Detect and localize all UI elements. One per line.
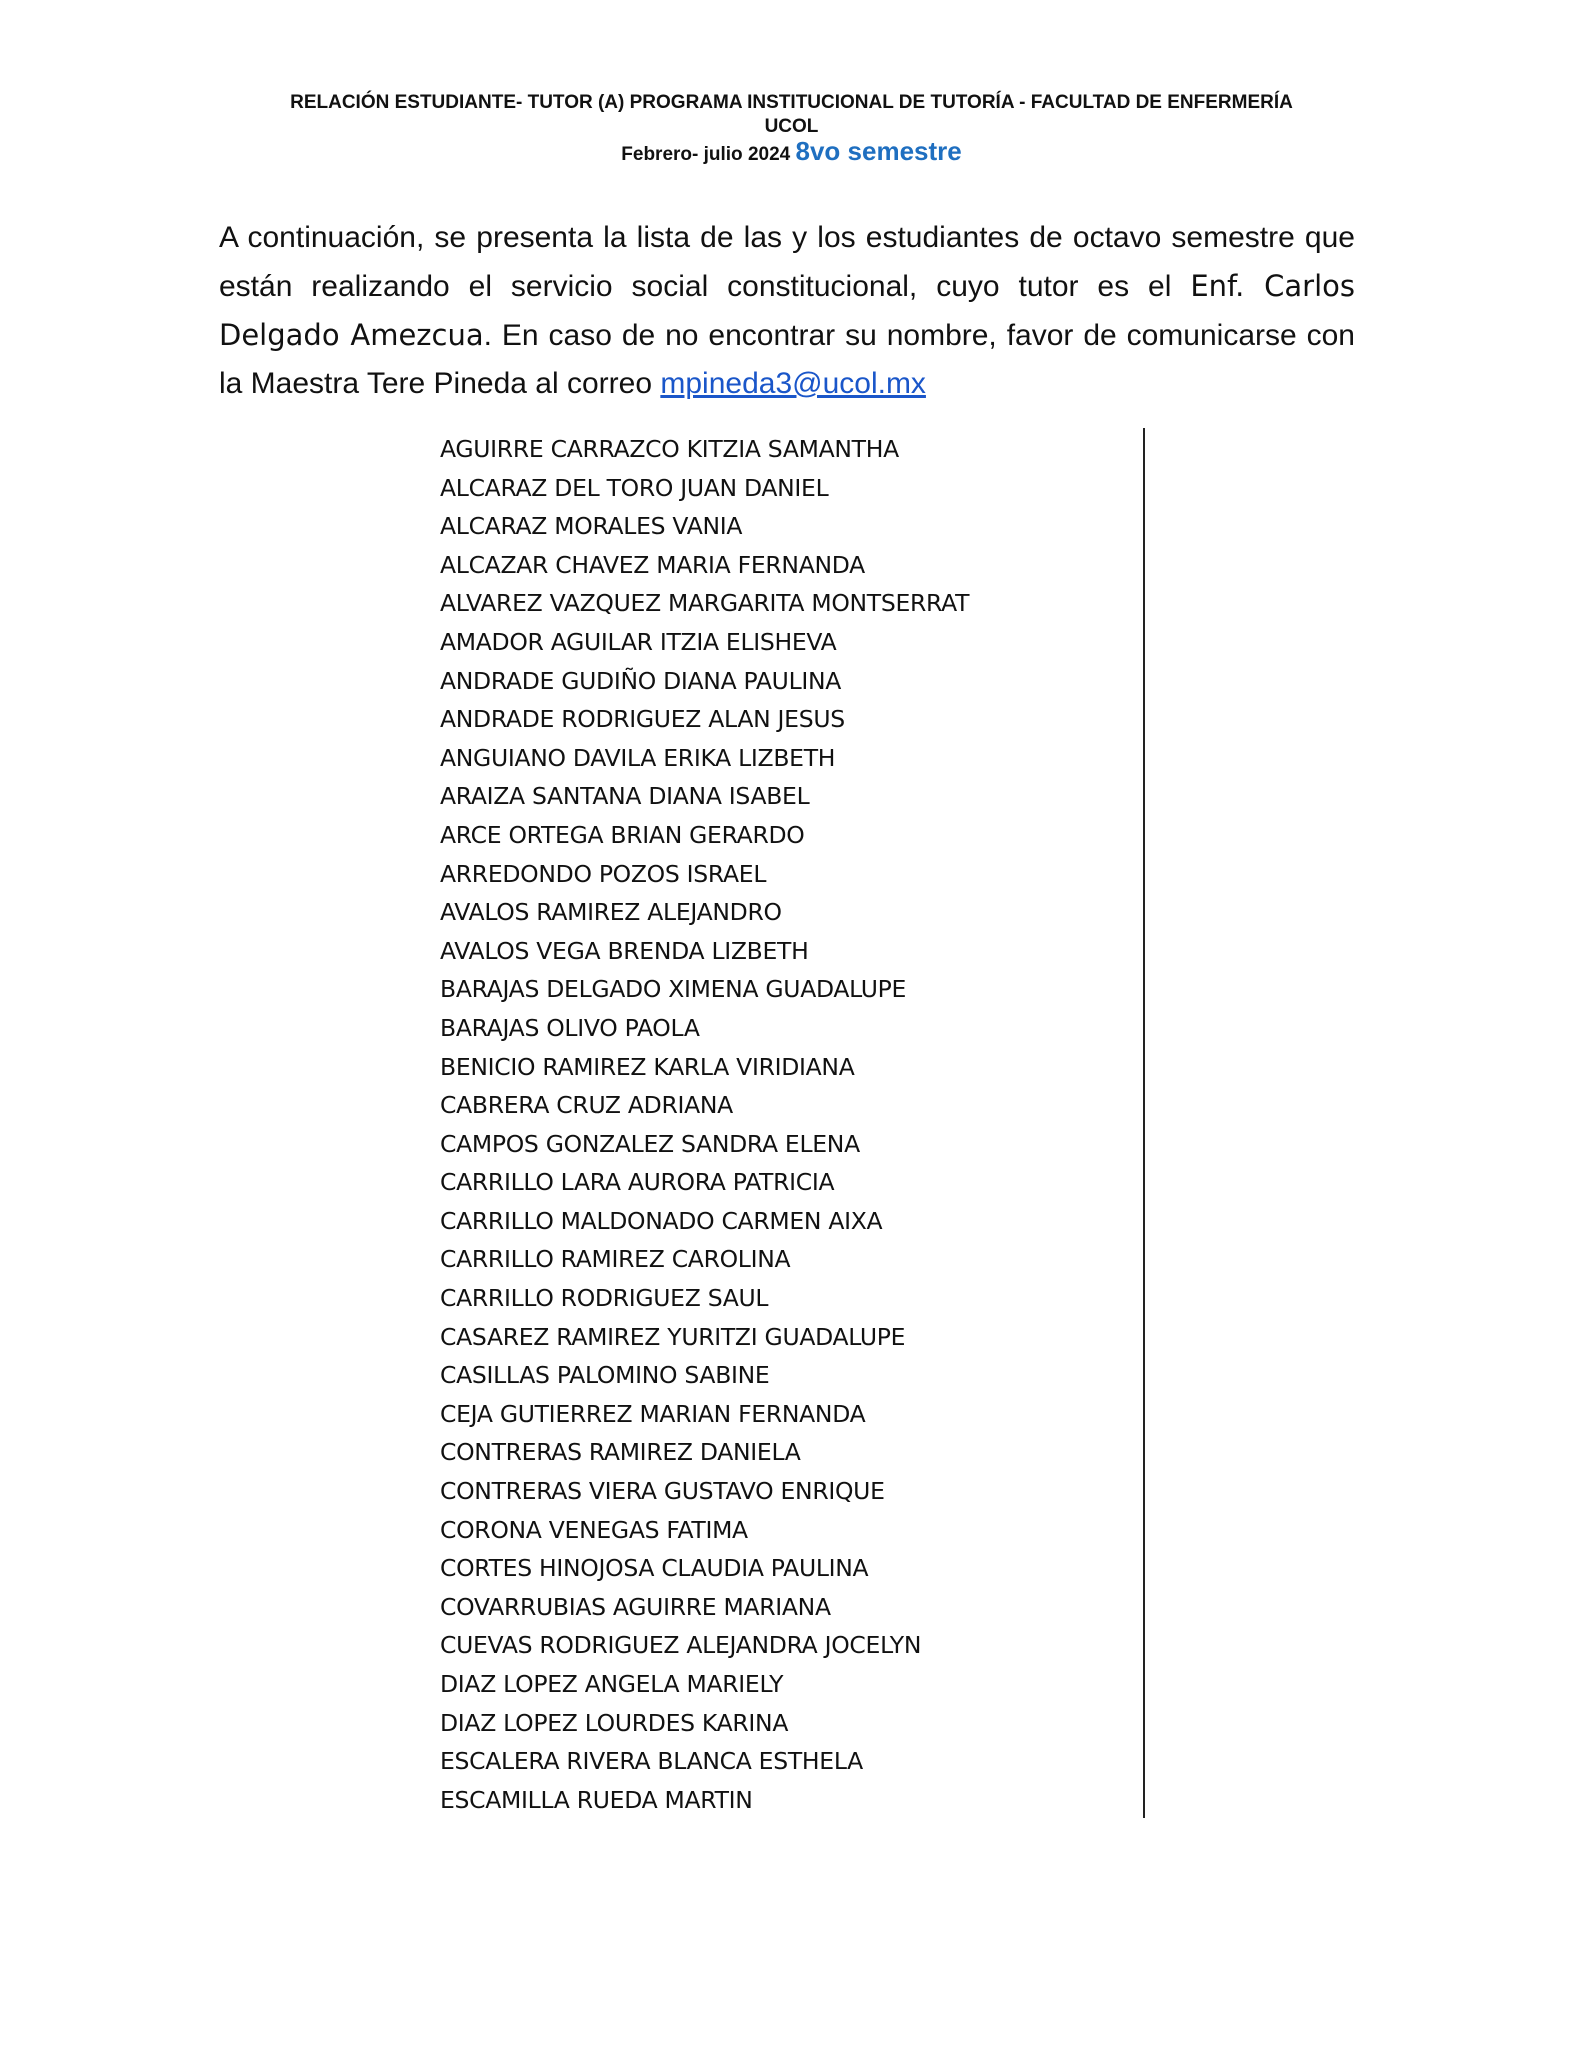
student-name: BARAJAS OLIVO PAOLA [440,1013,700,1042]
student-name: AVALOS RAMIREZ ALEJANDRO [440,898,782,927]
student-name: CASILLAS PALOMINO SABINE [440,1361,770,1390]
student-name: DIAZ LOPEZ LOURDES KARINA [440,1708,789,1737]
student-name: AGUIRRE CARRAZCO KITZIA SAMANTHA [440,435,899,463]
student-name: BENICIO RAMIREZ KARLA VIRIDIANA [440,1052,855,1081]
student-name: ALCAZAR CHAVEZ MARIA FERNANDA [440,550,865,579]
student-name: ALCARAZ DEL TORO JUAN DANIEL [440,473,829,502]
student-name: CAMPOS GONZALEZ SANDRA ELENA [440,1129,860,1158]
student-name: CONTRERAS VIERA GUSTAVO ENRIQUE [440,1477,885,1506]
intro-text-before: A continuación, se presenta la lista de las y los estudiantes de octavo semestre que están realizando el servicio social constitucional, cuyo tutor es el [219,221,1355,303]
header-semester: 8vo semestre [795,136,962,166]
intro-paragraph [219,214,1355,408]
student-name: AMADOR AGUILAR ITZIA ELISHEVA [440,627,837,656]
student-name: ANDRADE RODRIGUEZ ALAN JESUS [440,705,845,734]
table-border-line [1143,428,1145,1818]
student-name: ARAIZA SANTANA DIANA ISABEL [440,782,810,811]
contact-email-link[interactable]: mpineda3@ucol.mx [660,367,926,400]
student-name: CONTRERAS RAMIREZ DANIELA [440,1438,801,1467]
student-name: ALVAREZ VAZQUEZ MARGARITA MONTSERRAT [440,589,970,618]
document-header [0,91,1583,167]
student-name: AVALOS VEGA BRENDA LIZBETH [440,936,809,965]
student-name: CEJA GUTIERREZ MARIAN FERNANDA [440,1399,866,1428]
header-period-line [0,136,1583,167]
student-name: CARRILLO LARA AURORA PATRICIA [440,1168,835,1197]
student-name: DIAZ LOPEZ ANGELA MARIELY [440,1670,784,1698]
student-name: CARRILLO RAMIREZ CAROLINA [440,1245,791,1274]
student-name: ANGUIANO DAVILA ERIKA LIZBETH [440,743,836,772]
student-name: CORTES HINOJOSA CLAUDIA PAULINA [440,1554,869,1583]
student-name: CORONA VENEGAS FATIMA [440,1515,748,1544]
student-name: ESCALERA RIVERA BLANCA ESTHELA [440,1747,863,1776]
tutor-name: Enf. Carlos Delgado Amezcua [219,269,1355,352]
intro-text-after: . En caso de no encontrar su nombre, favor de comunicarse con la Maestra Tere Pineda al correo [219,319,1355,400]
student-list [440,430,1140,1819]
student-name: CARRILLO RODRIGUEZ SAUL [440,1284,769,1313]
student-name: CABRERA CRUZ ADRIANA [440,1091,733,1120]
header-period: Febrero- julio 2024 [621,144,791,165]
student-name: ESCAMILLA RUEDA MARTIN [440,1785,753,1814]
student-name: ANDRADE GUDIÑO DIANA PAULINA [440,666,842,695]
student-name: COVARRUBIAS AGUIRRE MARIANA [440,1592,831,1621]
student-name: ARCE ORTEGA BRIAN GERARDO [440,820,805,849]
header-title: RELACIÓN ESTUDIANTE- TUTOR (A) PROGRAMA INSTITUCIONAL DE TUTORÍA - FACULTAD DE ENFERMERÍA [290,92,1293,113]
student-name: CARRILLO MALDONADO CARMEN AIXA [440,1206,883,1235]
student-name: ARREDONDO POZOS ISRAEL [440,859,767,888]
header-institution: UCOL [764,116,819,137]
student-name: BARAJAS DELGADO XIMENA GUADALUPE [440,975,907,1004]
student-name: CASAREZ RAMIREZ YURITZI GUADALUPE [440,1322,906,1351]
student-name: CUEVAS RODRIGUEZ ALEJANDRA JOCELYN [440,1631,922,1660]
student-name: ALCARAZ MORALES VANIA [440,512,743,541]
